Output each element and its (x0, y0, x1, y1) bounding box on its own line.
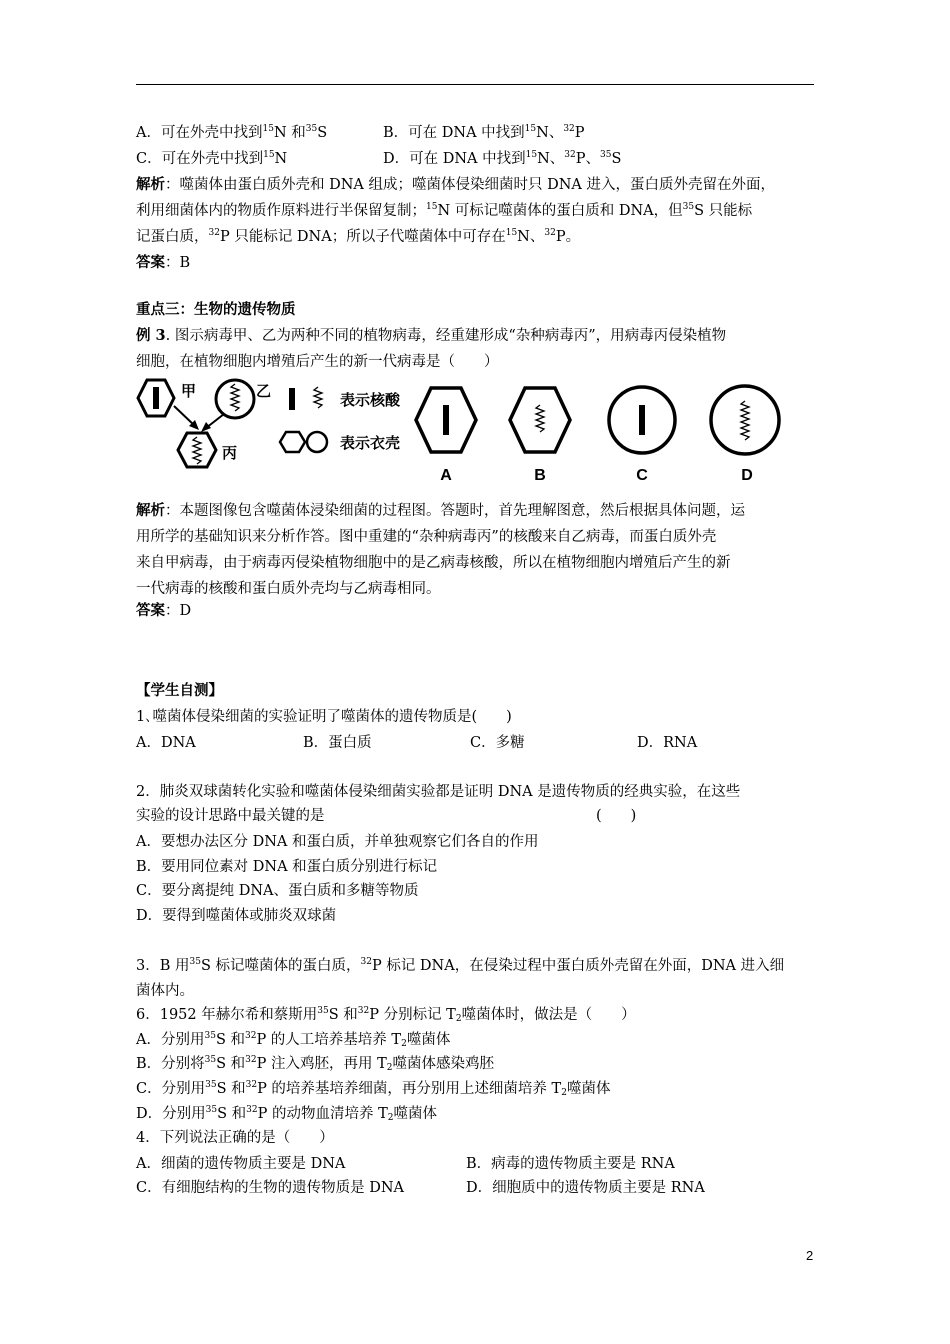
q6-option-b: B．分别将$^{35}$S 和$^{32}$P 注入鸡胚，再用 $T_2$噬菌体感染鸡胚 (136, 1055, 494, 1073)
prev-analysis-line-1: 解析：噬菌体由蛋白质外壳和 DNA 组成；噬菌体侵染细菌时只 DNA 进入，蛋白质外壳留在外面， (136, 176, 776, 193)
virus-bing (178, 433, 216, 467)
question-1-options (136, 733, 816, 753)
example-analysis-line-1: 解析：本题图像包含噬菌体浸染细菌的过程图。答题时，首先理解图意，然后根据具体问题，运 (136, 502, 745, 519)
option-b-virus (510, 388, 570, 452)
q1-option-d: D．RNA (637, 735, 698, 751)
prev-options-row-2 (136, 149, 816, 169)
virus-yi (216, 380, 254, 418)
option-d-label: D (741, 467, 753, 484)
q1-option-b: B．蛋白质 (303, 735, 372, 751)
prev-option-d: D．可在 DNA 中找到$^{15}$N、$^{32}$P、$^{35}$S (383, 150, 622, 167)
option-d-virus (711, 386, 779, 454)
q4-option-d: D．细胞质中的遗传物质主要是 RNA (466, 1180, 705, 1196)
option-a-label: A (440, 467, 452, 484)
option-a-virus (416, 388, 476, 452)
question-4-options-row-1 (136, 1154, 816, 1174)
prev-option-b: B．可在 DNA 中找到$^{15}$N、$^{32}$P (383, 124, 585, 141)
q4-option-a: A．细菌的遗传物质主要是 DNA (136, 1156, 346, 1172)
question-4-options-row-2 (136, 1178, 816, 1198)
q6-option-c: C．分别用$^{35}$S 和$^{32}$P 的培养基培养细菌，再分别用上述细菌培养 $T_2$噬菌体 (136, 1080, 611, 1098)
legend-nucleic-text: 表示核酸 (340, 392, 401, 409)
option-c-label: C (636, 467, 648, 484)
q1-option-a: A．DNA (136, 735, 196, 751)
label-jia: 甲 (181, 383, 197, 400)
q2-option-d: D．要得到噬菌体或肺炎双球菌 (136, 908, 337, 924)
label-yi: 乙 (256, 383, 272, 400)
example-analysis-line-3: 来自甲病毒，由于病毒丙侵染植物细胞中的是乙病毒核酸，所以在植物细胞内增殖后产生的新 (136, 555, 731, 571)
q4-option-c: C．有细胞结构的生物的遗传物质是 DNA (136, 1180, 404, 1196)
example-answer: 答案：D (136, 602, 192, 619)
question-6: 6．1952 年赫尔希和蔡斯用$^{35}$S 和$^{32}$P 分别标记 $T_2$噬菌体时，做法是（ ） (136, 1006, 636, 1024)
q6-option-d: D．分别用$^{35}$S 和$^{32}$P 的动物血清培养 $T_2$噬菌体 (136, 1105, 437, 1123)
q6-option-a: A．分别用$^{35}$S 和$^{32}$P 的人工培养基培养 $T_2$噬菌体 (136, 1031, 451, 1049)
virus-jia (138, 380, 174, 416)
question-1: 1､噬菌体侵染细菌的实验证明了噬菌体的遗传物质是( ) (136, 709, 512, 725)
option-b-label: B (534, 467, 546, 484)
question-2-line-1: 2．肺炎双球菌转化实验和噬菌体侵染细菌实验都是证明 DNA 是遗传物质的经典实验，在这些 (136, 784, 741, 800)
option-c-virus (609, 387, 675, 453)
prev-option-c: C．可在外壳中找到$^{15}$N (136, 150, 288, 167)
q2-option-b: B．要用同位素对 DNA 和蛋白质分别进行标记 (136, 859, 438, 875)
prev-option-a: A．可在外壳中找到$^{15}$N 和$^{35}$S (136, 124, 328, 141)
prev-analysis-line-2: 利用细菌体内的物质作原料进行半保留复制；$^{15}$N 可标记噬菌体的蛋白质和 DNA，但$^{35}$S 只能标 (136, 202, 753, 219)
prev-answer: 答案：B (136, 254, 191, 271)
example-analysis-line-2: 用所学的基础知识来分析作答。图中重建的“杂种病毒丙”的核酸来自乙病毒，而蛋白质外壳 (136, 529, 717, 545)
question-3-line-2: 菌体内。 (136, 983, 194, 999)
page-number: 2 (806, 1248, 814, 1263)
header-rule (136, 84, 814, 85)
question-2-line-2: 实验的设计思路中最关键的是 ( ) (136, 808, 637, 824)
virus-figure (134, 372, 794, 488)
question-4: 4．下列说法正确的是（ ） (136, 1130, 334, 1146)
question-3-line-1: 3．B 用$^{35}$S 标记噬菌体的蛋白质，$^{32}$P 标记 DNA，在侵染过程中蛋白质外壳留在外面，DNA 进入细 (136, 957, 785, 974)
section-heading: 重点三：生物的遗传物质 (136, 301, 296, 318)
example-analysis-line-4: 一代病毒的核酸和蛋白质外壳均与乙病毒相同。 (136, 581, 441, 597)
arrows (174, 406, 224, 432)
legend-nucleic-symbols (289, 387, 322, 410)
example-3-line-1: 例 3. 图示病毒甲、乙为两种不同的植物病毒，经重建形成“杂种病毒丙”，用病毒丙侵染植物 (136, 327, 727, 344)
q4-option-b: B．病毒的遗传物质主要是 RNA (466, 1156, 675, 1172)
q2-option-c: C．要分离提纯 DNA、蛋白质和多糖等物质 (136, 883, 419, 899)
q2-option-a: A．要想办法区分 DNA 和蛋白质，并单独观察它们各自的作用 (136, 834, 539, 850)
prev-analysis-line-3: 记蛋白质，$^{32}$P 只能标记 DNA；所以子代噬菌体中可存在$^{15}$N、$^{32}$P。 (136, 228, 581, 245)
label-bing: 丙 (222, 445, 238, 462)
prev-options-row-1 (136, 123, 816, 143)
legend-coat-symbols (280, 432, 327, 452)
legend-coat-text: 表示衣壳 (340, 435, 401, 452)
q1-option-c: C．多糖 (470, 735, 525, 751)
q2-answer-paren: ( ) (596, 808, 637, 824)
self-test-heading: 【学生自测】 (136, 682, 223, 699)
example-3-line-2: 细胞，在植物细胞内增殖后产生的新一代病毒是（ ） (136, 354, 499, 370)
